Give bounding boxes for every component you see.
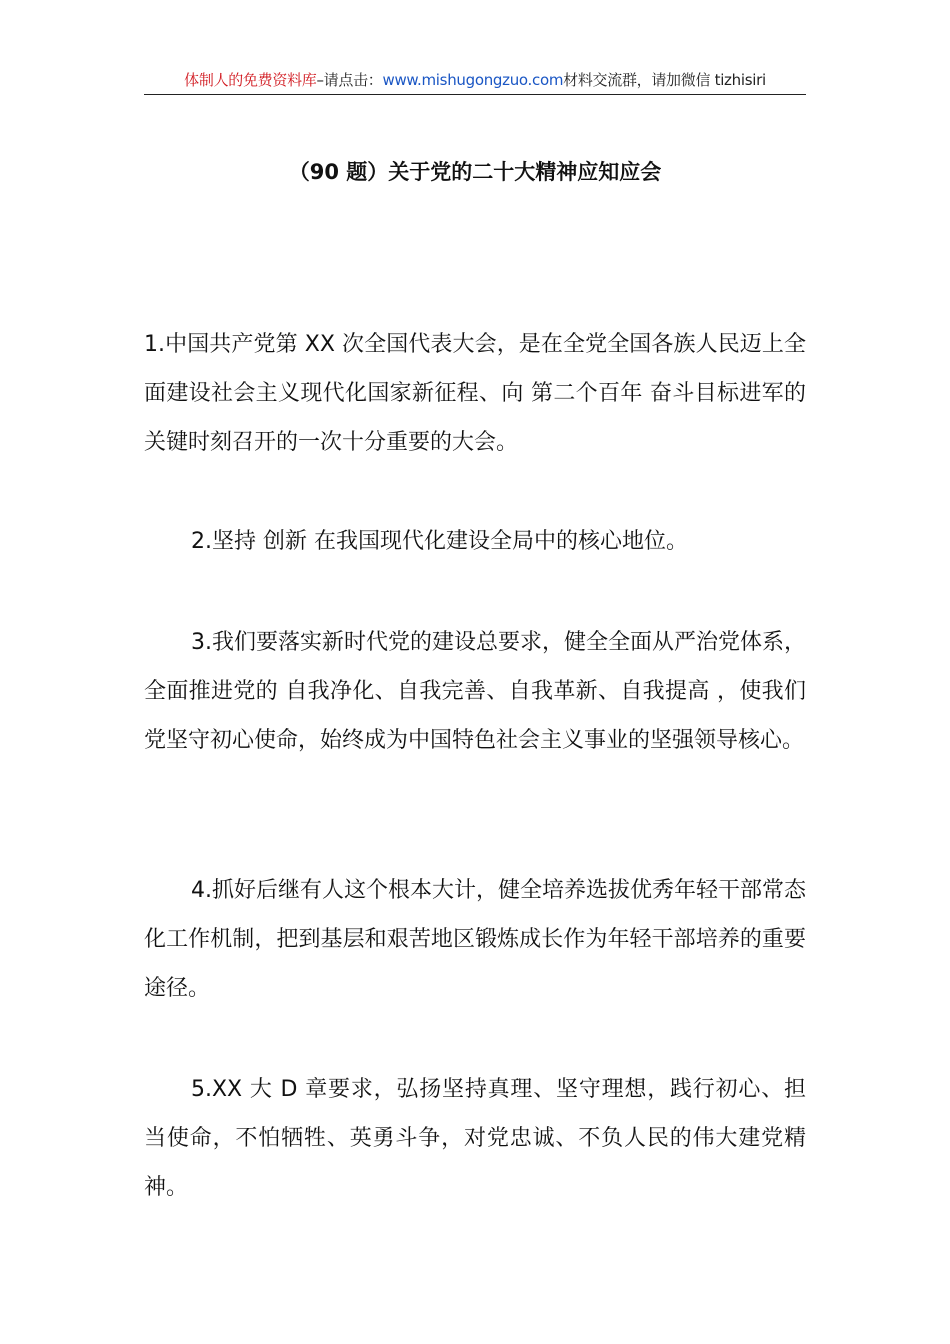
paragraph-item-4: 4.抓好后继有人这个根本大计，健全培养选拔优秀年轻干部常态化工作机制，把到基层和艰苦地区锻炼成长作为年轻干部培养的重要途径。: [144, 878, 806, 1001]
header-note: 材料交流群，请加微信 tizhisiri: [563, 71, 766, 89]
paragraph-item-3: 3.我们要落实新时代党的建设总要求，健全全面从严治党体系，全面推进党的 自我净化、自我完善、自我革新、自我提高 ，使我们党坚守初心使命，始终成为中国特色社会主义事业的坚强领导核心。: [144, 630, 806, 753]
paragraph-item-1: 1.中国共产党第 XX 次全国代表大会，是在全党全国各族人民迈上全面建设社会主义现代化国家新征程、向 第二个百年 奋斗目标进军的关键时刻召开的一次十分重要的大会。: [144, 332, 806, 455]
header-brand: 体制人的免费资料库: [184, 71, 317, 89]
header-url-link[interactable]: www.mishugongzuo.com: [382, 71, 564, 89]
page-header: [144, 66, 806, 95]
paragraph-item-5: 5.XX 大 D 章要求，弘扬坚持真理、坚守理想，践行初心、担当使命，不怕牺牲、英勇斗争，对党忠诚、不负人民的伟大建党精神。: [144, 1077, 806, 1200]
document-title: （90 题）关于党的二十大精神应知应会: [288, 160, 662, 184]
header-separator: –请点击：: [316, 71, 383, 89]
paragraph-item-2: 2.坚持 创新 在我国现代化建设全局中的核心地位。: [191, 529, 688, 554]
